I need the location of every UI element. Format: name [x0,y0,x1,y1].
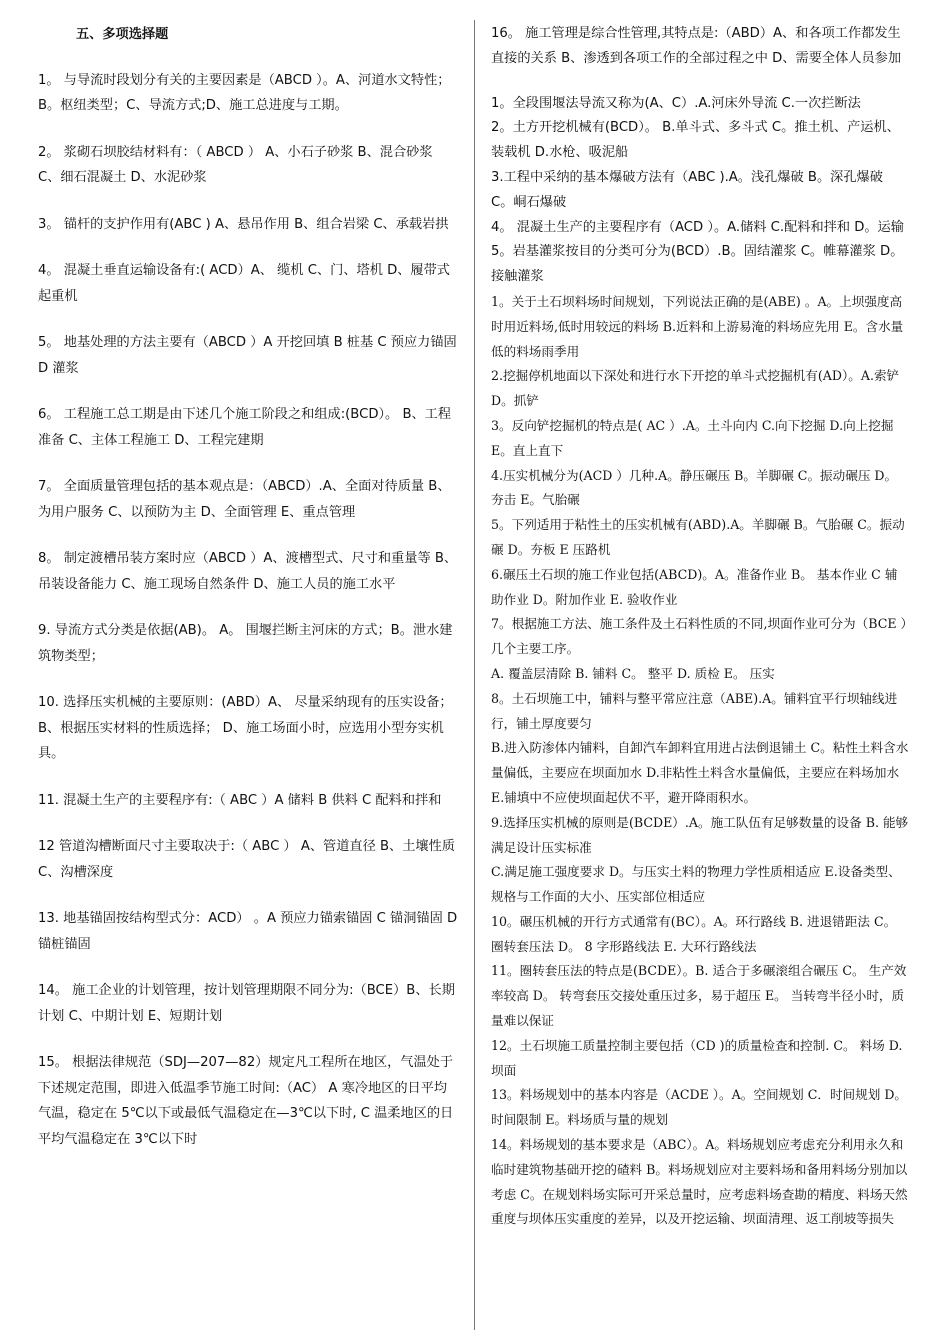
group1-item-3: 3.工程中采纳的基本爆破方法有（ABC ).A。浅孔爆破 B。深孔爆破 C。峒石爆破 [491,169,883,210]
group2-item-14: 14。料场规划的基本要求是（ABC）。A。料场规划应考虑充分利用永久和临时建筑物基础开挖的碴料 B。料场规划应对主要料场和备用料场分别加以考虑 C。在规划料场实际可开采总量时，应考虑料场查勘的精度、料场天然重度与坝体压实重度的差异，以及开挖运输、坝面清理、返工削坡等损失 [491,1137,908,1227]
group1-item-2: 2。土方开挖机械有(BCD）。 B.单斗式、多斗式 C。推土机、产运机、装载机 D.水枪、吸泥船 [491,120,900,161]
group2-item-3: 3。反向铲挖掘机的特点是( AC ）.A。土斗向内 C.向下挖掘 D.向上挖掘 E。直上直下 [491,417,894,458]
group2-item-13: 13。料场规划中的基本内容是（ACDE ）。A。空间规划 C．时间规划 D。时间限制 E。料场质与量的规划 [491,1087,908,1128]
group2-item-6: 6.碾压土石坝的施工作业包括(ABCD)。A。准备作业 B。 基本作业 C 辅助作业 D。附加作业 E. 验收作业 [491,566,898,607]
question-9: 9. 导流方式分类是依据(AB)。 A。 围堰拦断主河床的方式；B。泄水建筑物类型； [38,623,453,664]
group2-item-4: 4.压实机械分为(ACD ）几种.A。静压碾压 B。羊脚碾 C。振动碾压 D。夯击 E。气胎碾 [491,467,898,508]
section-heading: 五、多项选择题 [76,27,169,42]
question-7: 7。 全面质量管理包括的基本观点是：（ABCD）.A、全面对待质量 B、为用户服务 C、以预防为主 D、全面管理 E、重点管理 [38,479,451,520]
group2-item-8-cont: B.进入防渗体内铺料，自卸汽车卸料宜用进占法倒退铺土 C。粘性土料含水量偏低，主要应在坝面加水 D.非粘性土料含水量偏低，主要应在料场加水 E.铺填中不应使坝面起伏不平，避开降雨积水。 [491,740,909,805]
group1-item-5: 5。岩基灌浆按目的分类可分为(BCD）.B。固结灌浆 C。帷幕灌浆 D。接触灌浆 [491,244,904,285]
question-14: 14。 施工企业的计划管理，按计划管理期限不同分为:（BCE）B、长期计划 C、中期计划 E、短期计划 [38,983,455,1024]
right-column [491,22,909,1232]
question-4: 4。 混凝土垂直运输设备有:( ACD）A、 缆机 C、门、塔机 D、履带式起重机 [38,263,450,304]
group2-item-10: 10。碾压机械的开行方式通常有(BC）。A。环行路线 B. 进退错距法 C。 圈转套压法 D。 8 字形路线法 E. 大环行路线法 [491,913,897,954]
question-1: 1。 与导流时段划分有关的主要因素是（ABCD ）。A、河道水文特性；B。枢纽类型；C、导流方式;D、施工总进度与工期。 [38,72,451,113]
question-5: 5。 地基处理的方法主要有（ABCD ）A 开挖回填 B 桩基 C 预应力锚固 D 灌浆 [38,335,457,376]
question-15: 15。 根据法律规范（SDJ—207—82）规定凡工程所在地区，气温处于下述规定范围，即进入低温季节施工时间:（AC） A 寒冷地区的日平均气温，稳定在 5℃以下或最低气温稳定在—3℃以下时, C 温柔地区的日平均气温稳定在 3℃以下时 [38,1055,454,1147]
group1-item-4: 4。 混凝土生产的主要程序有（ACD ）。A.储料 C.配料和拌和 D。运输 [491,219,904,235]
question-3: 3。 锚杆的支护作用有(ABC ) A、悬吊作用 B、组合岩梁 C、承载岩拱 [38,216,449,232]
group2-item-11: 11。圈转套压法的特点是(BCDE）。B. 适合于多碾滚组合碾压 C。 生产效率较高 D。 转弯套压交接处重压过多，易于超压 E。 当转弯半径小时，质量难以保证 [491,963,907,1029]
question-6: 6。 工程施工总工期是由下述几个施工阶段之和组成:(BCD）。 B、工程准备 C、主体工程施工 D、工程完建期 [38,407,452,448]
group2-item-1: 1。关于土石坝料场时间规划，下列说法正确的是(ABE) 。A。上坝强度高时用近料场,低时用较远的料场 B.近料和上游易淹的料场应先用 E。含水量低的料场雨季用 [491,293,904,359]
group2-item-8: 8。土石坝施工中，铺料与整平常应注意（ABE).A。铺料宜平行坝轴线进行，铺土厚度要匀 [491,690,898,731]
group2-item-9: 9.选择压实机械的原则是(BCDE）.A。施工队伍有足够数量的设备 B. 能够满足设计压实标准 [491,814,909,855]
group1-item-1: 1。全段围堰法导流又称为(A、C）.A.河床外导流 C.一次拦断法 [491,95,861,111]
question-13: 13. 地基锚固按结构型式分：ACD） 。A 预应力锚索锚固 C 锚洞锚固 D 锚桩锚固 [38,911,458,952]
group2-item-9-cont: C.满足施工强度要求 D。与压实土料的物理力学性质相适应 E.设备类型、规格与工作面的大小、压实部位相适应 [491,864,901,905]
question-10: 10. 选择压实机械的主要原则：(ABD）A、 尽量采纳现有的压实设备；B、根据压实材料的性质选择； D、施工场面小时，应选用小型夯实机具。 [38,695,453,761]
group2-item-2: 2.挖掘停机地面以下深处和进行水下开挖的单斗式挖掘机有(AD）。A.索铲 D。抓铲 [491,368,900,409]
question-16: 16。 施工管理是综合性管理,其特点是:（ABD）A、和各项工作都发生直接的关系 B、渗透到各项工作的全部过程之中 D、需要全体人员参加 [491,26,902,66]
group2-item-7-options: A. 覆盖层清除 B. 铺料 C。 整平 D. 质检 E。 压实 [491,665,775,681]
question-8: 8。 制定渡槽吊装方案时应（ABCD ）A、渡槽型式、尺寸和重量等 B、吊装设备能力 C、施工现场自然条件 D、施工人员的施工水平 [38,551,458,592]
question-12: 12 管道沟槽断面尺寸主要取决于:（ ABC ） A、管道直径 B、土壤性质 C、沟槽深度 [38,839,455,880]
left-column [38,22,458,1173]
group2-item-7: 7。根据施工方法、施工条件及土石料性质的不同,坝面作业可分为（BCE ）几个主要工序。 [491,616,907,657]
group2-item-12: 12。土石坝施工质量控制主要包括（CD )的质量检查和控制. C。 料场 D. 坝面 [491,1037,903,1078]
question-11: 11. 混凝土生产的主要程序有:（ ABC ）A 储料 B 供料 C 配料和拌和 [38,792,442,808]
group2-item-5: 5。下列适用于粘性土的压实机械有(ABD).A。羊脚碾 B。气胎碾 C。振动碾 D。夯板 E 压路机 [491,517,905,557]
column-divider [474,20,475,1330]
question-2: 2。 浆砌石坝胶结材料有：（ ABCD ） A、小石子砂浆 B、混合砂浆 C、细石混凝土 D、水泥砂浆 [38,144,433,185]
